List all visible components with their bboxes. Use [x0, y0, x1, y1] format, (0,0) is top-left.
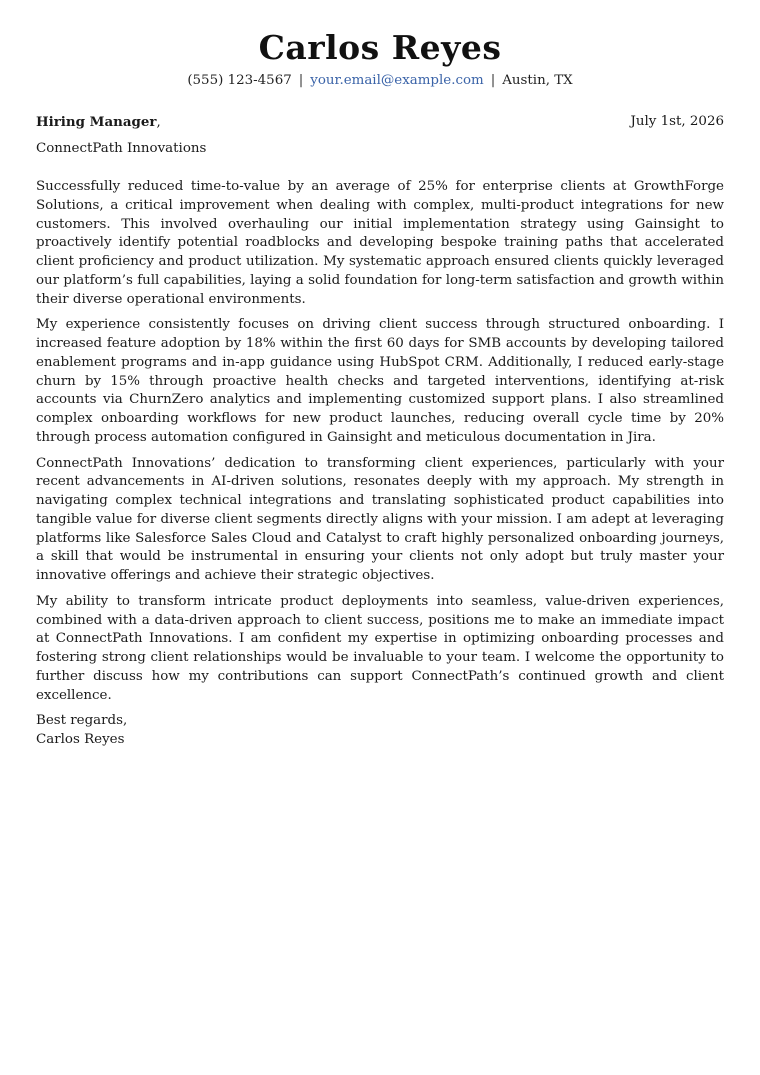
email-link[interactable]: your.email@example.com [310, 73, 484, 88]
closing-salutation: Best regards, [36, 713, 128, 729]
recipient-date-row [36, 113, 724, 132]
recipient-comma: , [156, 115, 161, 130]
body-paragraph: My ability to transform intricate product deployments into seamless, value-driven experiences, combined with a data-driven approach to client success, positions me to make an immediate impact at ConnectPath Innovations. I am confident my expertise in optimizing onboarding processes and fostering strong client relationships would be invaluable to your team. I welcome the opportunity to further discuss how my contributions can support ConnectPath’s continued growth and client excellence. [36, 593, 724, 703]
body-paragraph: ConnectPath Innovations’ dedication to transforming client experiences, particularly with your recent advancements in AI-driven solutions, resonates deeply with my approach. My strength in navigating complex technical integrations and translating sophisticated product capabilities into tangible value for diverse client segments directly aligns with your mission. I am adept at leveraging platforms like Salesforce Sales Cloud and Catalyst to craft highly personalized onboarding journeys, a skill that would be instrumental in ensuring your clients not only adopt but truly master your innovative offerings and achieve their strategic objectives. [36, 455, 724, 583]
cover-letter-page [36, 26, 724, 750]
separator: | [490, 73, 496, 88]
phone-number: (555) 123-4567 [187, 73, 292, 88]
recipient-line [36, 113, 161, 132]
location: Austin, TX [502, 73, 573, 88]
closing-block [36, 712, 724, 750]
letter-date: July 1st, 2026 [630, 114, 724, 129]
separator: | [298, 73, 304, 88]
body-paragraph: My experience consistently focuses on driving client success through structured onboarding. I increased feature adoption by 18% within the first 60 days for SMB accounts by developing tailored enablement programs and in-app guidance using HubSpot CRM. Additionally, I reduced early-stage churn by 15% through proactive health checks and targeted interventions, identifying at-risk accounts via ChurnZero analytics and implementing customized support plans. I also streamlined complex onboarding workflows for new product launches, reducing overall cycle time by 20% through process automation configured in Gainsight and meticulous documentation in Jira. [36, 317, 724, 445]
contact-line [36, 72, 724, 90]
body-paragraph: Successfully reduced time-to-value by an average of 25% for enterprise clients at GrowthForge Solutions, a critical improvement when dealing with complex, multi-product integrations for new customers. This involved overhauling our initial implementation strategy using Gainsight to proactively identify potential roadblocks and developing bespoke training paths that accelerated client proficiency and product utilization. My systematic approach ensured clients quickly leveraged our platform’s full capabilities, laying a solid foundation for long-term satisfaction and growth within their diverse operational environments. [36, 179, 724, 307]
recipient-company: ConnectPath Innovations [36, 141, 207, 156]
applicant-name: Carlos Reyes [258, 28, 502, 67]
recipient-name: Hiring Manager [36, 114, 157, 130]
closing-signature: Carlos Reyes [36, 732, 125, 747]
